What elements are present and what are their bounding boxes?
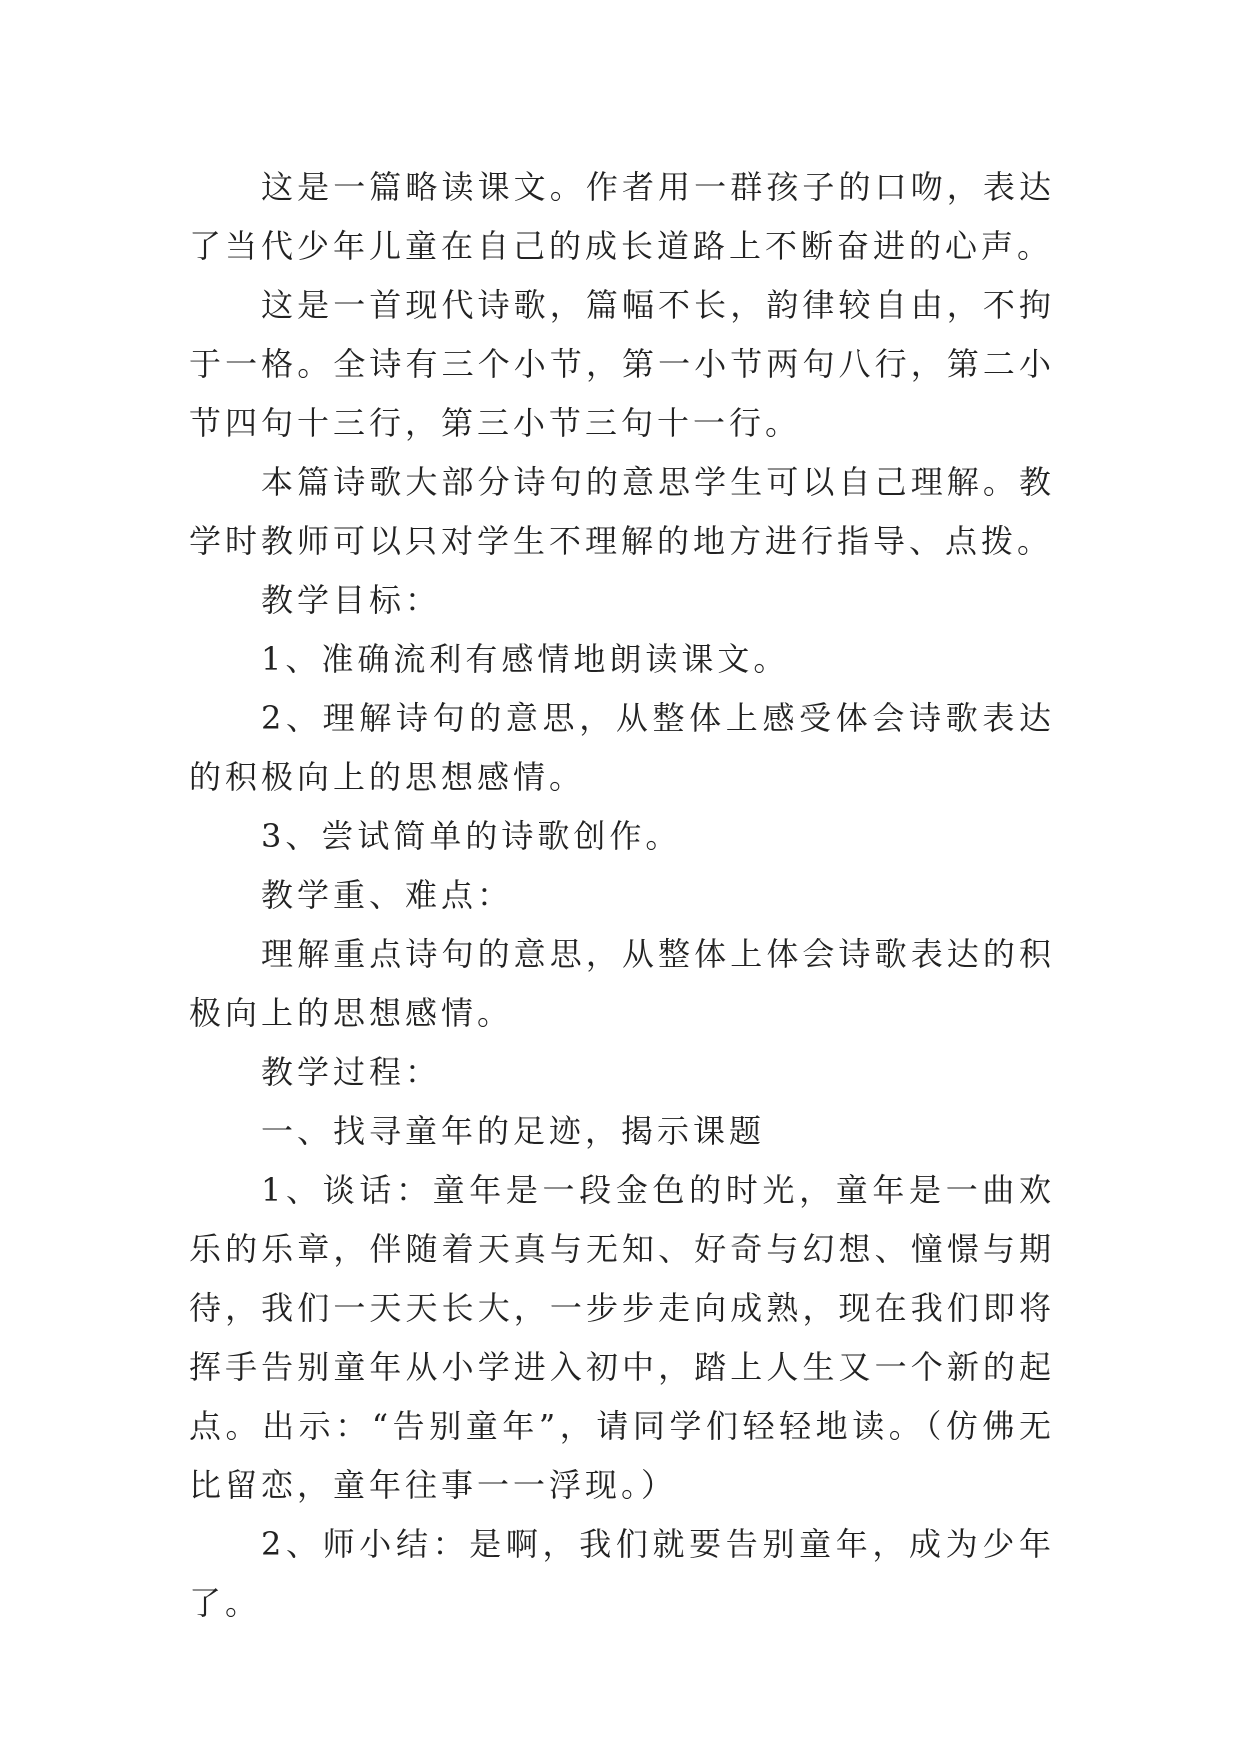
key-points-paragraph: 理解重点诗句的意思，从整体上体会诗歌表达的积极向上的思想感情。 xyxy=(189,935,1055,1032)
section-heading-key-points: 教学重、难点： xyxy=(261,876,514,914)
process-step-heading-1: 一、找寻童年的足迹，揭示课题 xyxy=(261,1112,766,1150)
teaching-note-paragraph: 本篇诗歌大部分诗句的意思学生可以自己理解。教学时教师可以只对学生不理解的地方进行指导、点拨。 xyxy=(189,463,1055,560)
objective-item-2: 2、理解诗句的意思，从整体上感受体会诗歌表达的积极向上的思想感情。 xyxy=(189,699,1055,796)
intro-paragraph: 这是一篇略读课文。作者用一群孩子的口吻，表达了当代少年儿童在自己的成长道路上不断奋进的心声。 xyxy=(189,168,1055,265)
document-body xyxy=(189,158,1055,1633)
objective-item-3: 3、尝试简单的诗歌创作。 xyxy=(261,817,682,855)
section-heading-objectives: 教学目标： xyxy=(261,581,442,619)
poem-structure-paragraph: 这是一首现代诗歌，篇幅不长，韵律较自由，不拘于一格。全诗有三个小节，第一小节两句八行，第二小节四句十三行，第三小节三句十一行。 xyxy=(189,286,1055,442)
process-item-1: 1、谈话：童年是一段金色的时光，童年是一曲欢乐的乐章，伴随着天真与无知、好奇与幻想、憧憬与期待，我们一天天长大，一步步走向成熟，现在我们即将挥手告别童年从小学进入初中，踏上人生又一个新的起点。出示：“告别童年”，请同学们轻轻地读。（仿佛无比留恋，童年往事一一浮现。） xyxy=(189,1171,1055,1504)
section-heading-process: 教学过程： xyxy=(261,1053,442,1091)
objective-item-1: 1、准确流利有感情地朗读课文。 xyxy=(261,640,790,678)
process-item-2: 2、师小结：是啊，我们就要告别童年，成为少年了。 xyxy=(189,1525,1055,1622)
